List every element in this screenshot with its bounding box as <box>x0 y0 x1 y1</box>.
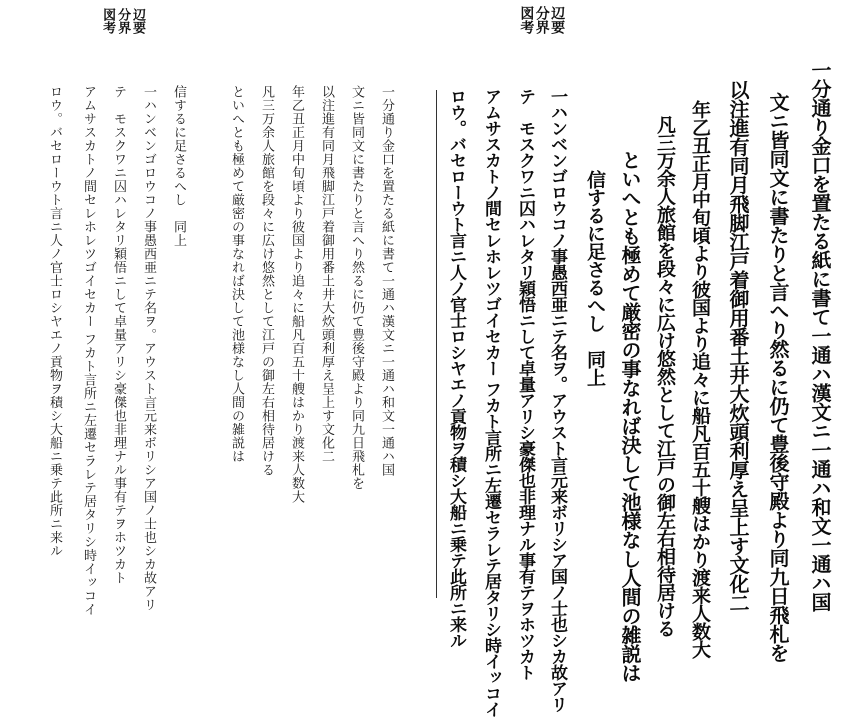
printed-line: 信するに足さるへし 同上 <box>171 85 186 247</box>
printed-line: 一分通り金口を置たる紙に書て一通ハ漢文ニ一通ハ和文一通ハ国 <box>379 85 394 477</box>
page-margin-line <box>436 90 437 598</box>
manuscript-page-title <box>518 6 564 34</box>
printed-title-line: 分界 <box>115 8 131 34</box>
printed-page-title <box>99 8 144 34</box>
printed-line: 文ニ皆同文に書たりと言へり然るに仍て豊後守殿より同九日飛札を <box>349 85 364 490</box>
printed-line: 一ハンベンゴロウコノ事愚西亜ニテ名ヲ。アウスト言元来ボリシア国ノ士也シカ故アリ <box>141 85 156 612</box>
manuscript-line: 文ニ皆同文に書たりと言へり然るに仍て豊後守殿より同九日飛札を <box>766 91 790 663</box>
manuscript-line: テ モスクワニ囚ハレタリ穎悟ニして卓量アリシ豪傑也非理ナル事有テヲホツカト <box>515 87 535 681</box>
manuscript-line: ロウ。バセローウト言ニ人ノ官士ロシヤエノ貢物ヲ積シ大船ニ乗テ此所ニ来ル <box>446 87 466 649</box>
manuscript-line: 一分通り金口を置たる紙に書て一通ハ漢文ニ一通ハ和文一通ハ国 <box>808 59 832 612</box>
manuscript-line: アムサスカトノ間セレホレツゴイセカー フカト言所ニ左遷セラレテ居タリシ時イッコイ <box>481 87 501 717</box>
printed-line: 以注進有同月飛脚江戸着御用番土井大炊頭利厚え呈上す文化二 <box>319 85 334 463</box>
printed-line: といへとも極めて厳密の事なれば決して池様なし人間の雑説は <box>229 85 244 463</box>
manuscript-line: 信するに足さるへし 同上 <box>584 169 606 387</box>
printed-line: 凡三万余人旅館を段々に広け悠然として江戸の御左右相待居ける <box>259 85 274 477</box>
printed-title-line: 辺要 <box>130 8 145 34</box>
printed-line: ロウ。バセローウト言ニ人ノ官士ロシヤエノ貢物ヲ積シ大船ニ乗テ此所ニ来ル <box>47 85 62 558</box>
printed-line: アムサスカトノ間セレホレツゴイセカー フカト言所ニ左遷セラレテ居タリシ時イッコイ <box>81 85 96 617</box>
printed-line: テ モスクワニ囚ハレタリ穎悟ニして卓量アリシ豪傑也非理ナル事有テヲホツカト <box>111 85 126 585</box>
printed-title-line: 図考 <box>100 8 116 34</box>
printed-line: 年乙丑正月中旬頃より彼国より追々に船凡百五十艘はかり渡来人数大 <box>289 85 304 504</box>
manuscript-title-line: 図考 <box>518 6 535 34</box>
manuscript-line: といへとも極めて厳密の事なれば決して池様なし人間の雑説は <box>618 149 642 683</box>
manuscript-title-line: 辺要 <box>549 6 566 34</box>
manuscript-line: 一ハンベンゴロウコノ事愚西亜ニテ名ヲ。アウスト言元来ボリシア国ノ士也シカ故アリ <box>547 87 567 713</box>
manuscript-line: 凡三万余人旅館を段々に広け悠然として江戸の御左右相待居ける <box>654 114 676 638</box>
manuscript-title-line: 分界 <box>533 6 550 34</box>
manuscript-line: 以注進有同月飛脚江戸着御用番土井大炊頭利厚え呈上す文化二 <box>726 79 750 613</box>
manuscript-line: 年乙丑正月中旬頃より彼国より追々に船凡百五十艘はかり渡来人数大 <box>689 99 711 659</box>
